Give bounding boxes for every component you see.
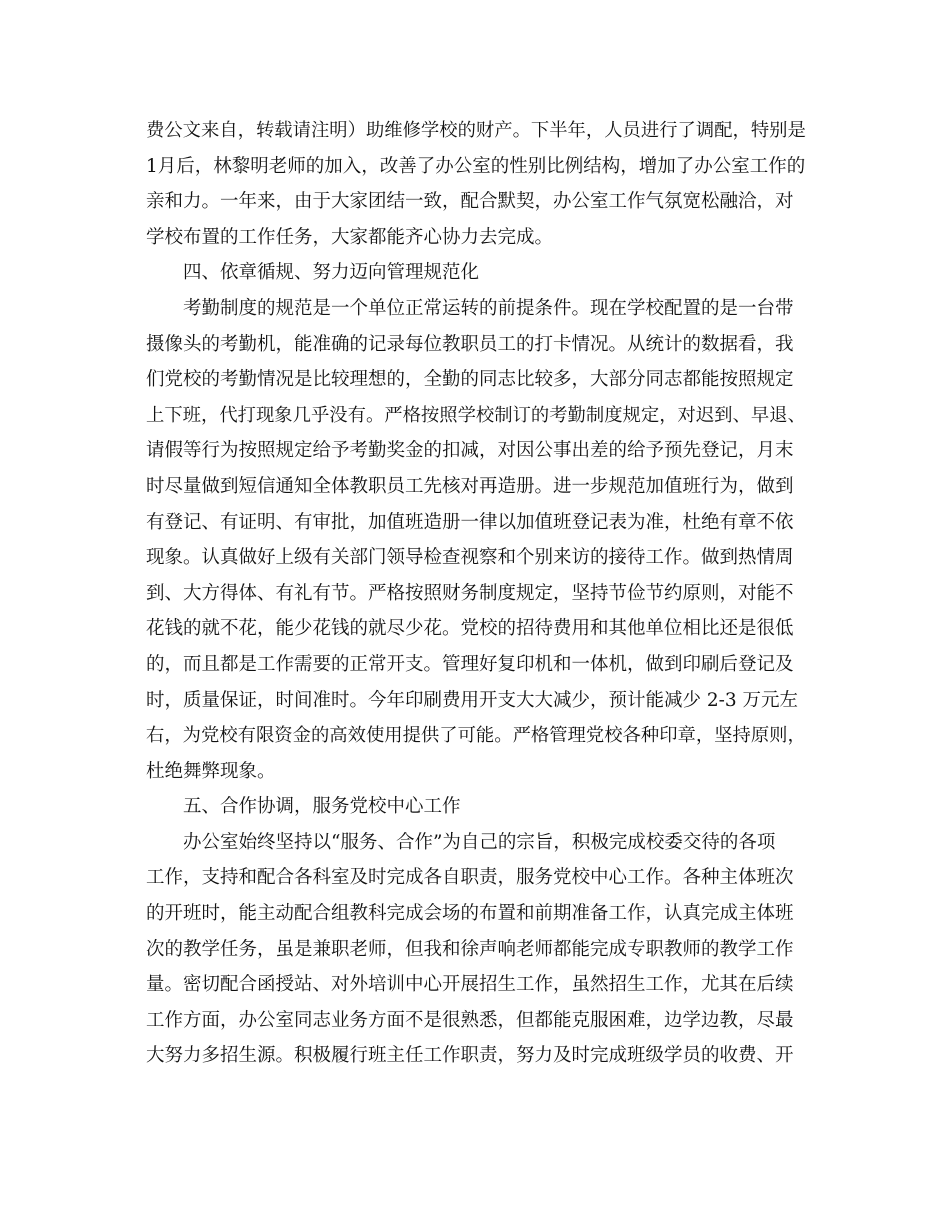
text-line: 请假等行为按照规定给予考勤奖金的扣减，对因公事出差的给予预先登记，月末 xyxy=(146,440,794,462)
paragraph-first-line: 五、合作协调，服务党校中心工作 xyxy=(183,796,461,818)
text-line: 们党校的考勤情况是比较理想的，全勤的同志比较多，大部分同志都能按照规定 xyxy=(146,369,794,391)
text-line: 的开班时，能主动配合组教科完成会场的布置和前期准备工作，认真完成主体班 xyxy=(146,903,794,925)
text-line: 右，为党校有限资金的高效使用提供了可能。严格管理党校各种印章，坚持原则， xyxy=(146,725,806,747)
text-line: 时，质量保证，时间准时。今年印刷费用开支大大减少，预计能减少 2-3 万元左 xyxy=(146,689,799,711)
text-line: 时尽量做到短信通知全体教职员工先核对再造册。进一步规范加值班行为，做到 xyxy=(146,475,794,497)
text-line: 1月后，林黎明老师的加入，改善了办公室的性别比例结构，增加了办公室工作的 xyxy=(146,155,806,177)
text-line: 有登记、有证明、有审批，加值班造册一律以加值班登记表为准，杜绝有章不依 xyxy=(146,511,794,533)
text-line: 杜绝舞弊现象。 xyxy=(146,760,276,782)
text-line: 到、大方得体、有礼有节。严格按照财务制度规定，坚持节俭节约原则，对能不 xyxy=(146,582,794,604)
text-line: 次的教学任务，虽是兼职老师，但我和徐声响老师都能完成专职教师的教学工作 xyxy=(146,938,794,960)
text-line: 亲和力。一年来，由于大家团结一致，配合默契，办公室工作气氛宽松融洽，对 xyxy=(146,191,794,213)
text-line: 大努力多招生源。积极履行班主任工作职责，努力及时完成班级学员的收费、开 xyxy=(146,1045,794,1067)
text-line: 摄像头的考勤机，能准确的记录每位教职员工的打卡情况。从统计的数据看，我 xyxy=(146,333,794,355)
paragraph-first-line: 四、依章循规、努力迈向管理规范化 xyxy=(183,262,480,284)
paragraph-first-line: 办公室始终坚持以“服务、合作”为自己的宗旨，积极完成校委交待的各项 xyxy=(183,831,776,853)
document-body xyxy=(146,113,806,1074)
text-line: 学校布置的工作任务，大家都能齐心协力去完成。 xyxy=(146,226,554,248)
text-line: 现象。认真做好上级有关部门领导检查视察和个别来访的接待工作。做到热情周 xyxy=(146,547,794,569)
text-line: 的，而且都是工作需要的正常开支。管理好复印机和一体机，做到印刷后登记及 xyxy=(146,653,794,675)
text-line: 工作，支持和配合各科室及时完成各自职责，服务党校中心工作。各种主体班次 xyxy=(146,867,794,889)
text-line: 上下班，代打现象几乎没有。严格按照学校制订的考勤制度规定，对迟到、早退、 xyxy=(146,404,806,426)
paragraph-first-line: 考勤制度的规范是一个单位正常运转的前提条件。现在学校配置的是一台带 xyxy=(183,297,794,319)
text-line: 工作方面，办公室同志业务方面不是很熟悉，但都能克服困难，边学边教，尽最 xyxy=(146,1009,794,1031)
text-line: 量。密切配合函授站、对外培训中心开展招生工作，虽然招生工作，尤其在后续 xyxy=(146,974,794,996)
text-line: 花钱的就不花，能少花钱的就尽少花。党校的招待费用和其他单位相比还是很低 xyxy=(146,618,794,640)
text-line: 费公文来自，转载请注明）助维修学校的财产。下半年，人员进行了调配，特别是 xyxy=(146,120,806,141)
